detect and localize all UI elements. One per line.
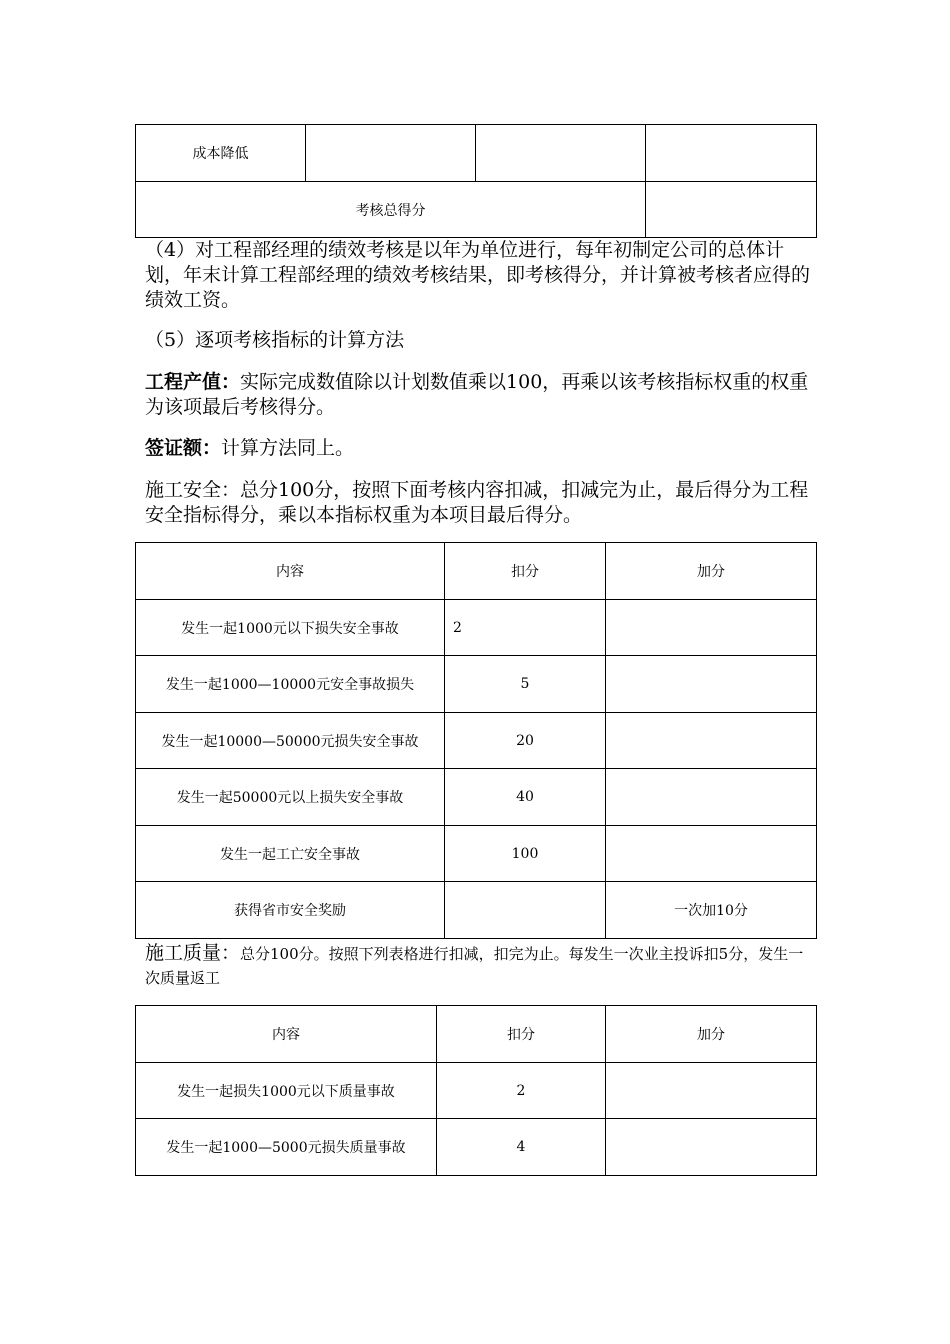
- table-row: [136, 826, 817, 882]
- total-score-label: 考核总得分: [136, 182, 646, 238]
- table-cell: [606, 826, 817, 882]
- table-cell: [606, 713, 817, 769]
- table-header-row: [136, 543, 817, 600]
- table-cell: 20: [445, 713, 606, 769]
- table-row: [136, 882, 817, 939]
- table-row: [136, 1119, 817, 1176]
- table-row: [136, 656, 817, 713]
- table-cell: [606, 1063, 817, 1119]
- table-row: [136, 600, 817, 656]
- table-cell: 2: [437, 1063, 606, 1119]
- table-header-row: [136, 1006, 817, 1063]
- table-cell: 发生一起工亡安全事故: [136, 826, 445, 882]
- safety-paragraph: 施工安全：总分100分，按照下面考核内容扣减，扣减完为止，最后得分为工程安全指标得分，乘以本指标权重为本项目最后得分。: [145, 479, 809, 526]
- table-cell: 发生一起1000—10000元安全事故损失: [136, 656, 445, 713]
- quality-table: [135, 1005, 816, 1176]
- table-row: [136, 1063, 817, 1119]
- table-cell: [606, 769, 817, 826]
- table-cell: 发生一起1000元以下损失安全事故: [136, 600, 445, 656]
- table-cell: 一次加10分: [606, 882, 817, 939]
- table-cell: 成本降低: [136, 125, 306, 182]
- table-cell: [606, 656, 817, 713]
- cost-table: [135, 124, 816, 238]
- table-cell: 4: [437, 1119, 606, 1176]
- header-add: 加分: [606, 543, 817, 600]
- table-cell: [606, 600, 817, 656]
- output-value-paragraph: [145, 370, 815, 420]
- table-cell: 5: [445, 656, 606, 713]
- paragraph-4: （4）对工程部经理的绩效考核是以年为单位进行，每年初制定公司的总体计划，年末计算工程部经理的绩效考核结果，即考核得分，并计算被考核者应得的绩效工资。: [145, 239, 811, 311]
- header-content: 内容: [136, 543, 445, 600]
- visa-term: 签证额：: [145, 437, 222, 459]
- table-row: [136, 125, 817, 182]
- table-cell: 获得省市安全奖励: [136, 882, 445, 939]
- table-cell: 发生一起损失1000元以下质量事故: [136, 1063, 437, 1119]
- table-cell: 100: [445, 826, 606, 882]
- visa-text: 计算方法同上。: [221, 437, 355, 459]
- table-cell: 发生一起50000元以上损失安全事故: [136, 769, 445, 826]
- table-cell: 2: [445, 600, 606, 656]
- table-row: [136, 182, 817, 238]
- header-deduct: 扣分: [445, 543, 606, 600]
- output-text: 实际完成数值除以计划数值乘以100，再乘以该考核指标权重的权重为该项最后考核得分。: [145, 371, 809, 418]
- quality-paragraph: [145, 941, 815, 990]
- table-cell: 40: [445, 769, 606, 826]
- visa-paragraph: [145, 436, 815, 461]
- table-cell: 发生一起1000—5000元损失质量事故: [136, 1119, 437, 1176]
- total-score-value: [646, 182, 817, 238]
- header-add: 加分: [606, 1006, 817, 1063]
- header-deduct: 扣分: [437, 1006, 606, 1063]
- quality-text: 总分100分。按照下列表格进行扣减，扣完为止。每发生一次业主投诉扣5分，发生一次质量返工: [145, 945, 804, 987]
- table-row: [136, 713, 817, 769]
- table-cell: [606, 1119, 817, 1176]
- table-cell: [646, 125, 817, 182]
- table-cell: 发生一起10000—50000元损失安全事故: [136, 713, 445, 769]
- table-cell: [445, 882, 606, 939]
- table-cell: [476, 125, 646, 182]
- header-content: 内容: [136, 1006, 437, 1063]
- paragraph-5: （5）逐项考核指标的计算方法: [145, 329, 405, 351]
- output-term: 工程产值：: [145, 371, 241, 393]
- table-cell: [306, 125, 476, 182]
- quality-term: 施工质量：: [145, 942, 241, 964]
- table-row: [136, 769, 817, 826]
- safety-table: [135, 542, 816, 939]
